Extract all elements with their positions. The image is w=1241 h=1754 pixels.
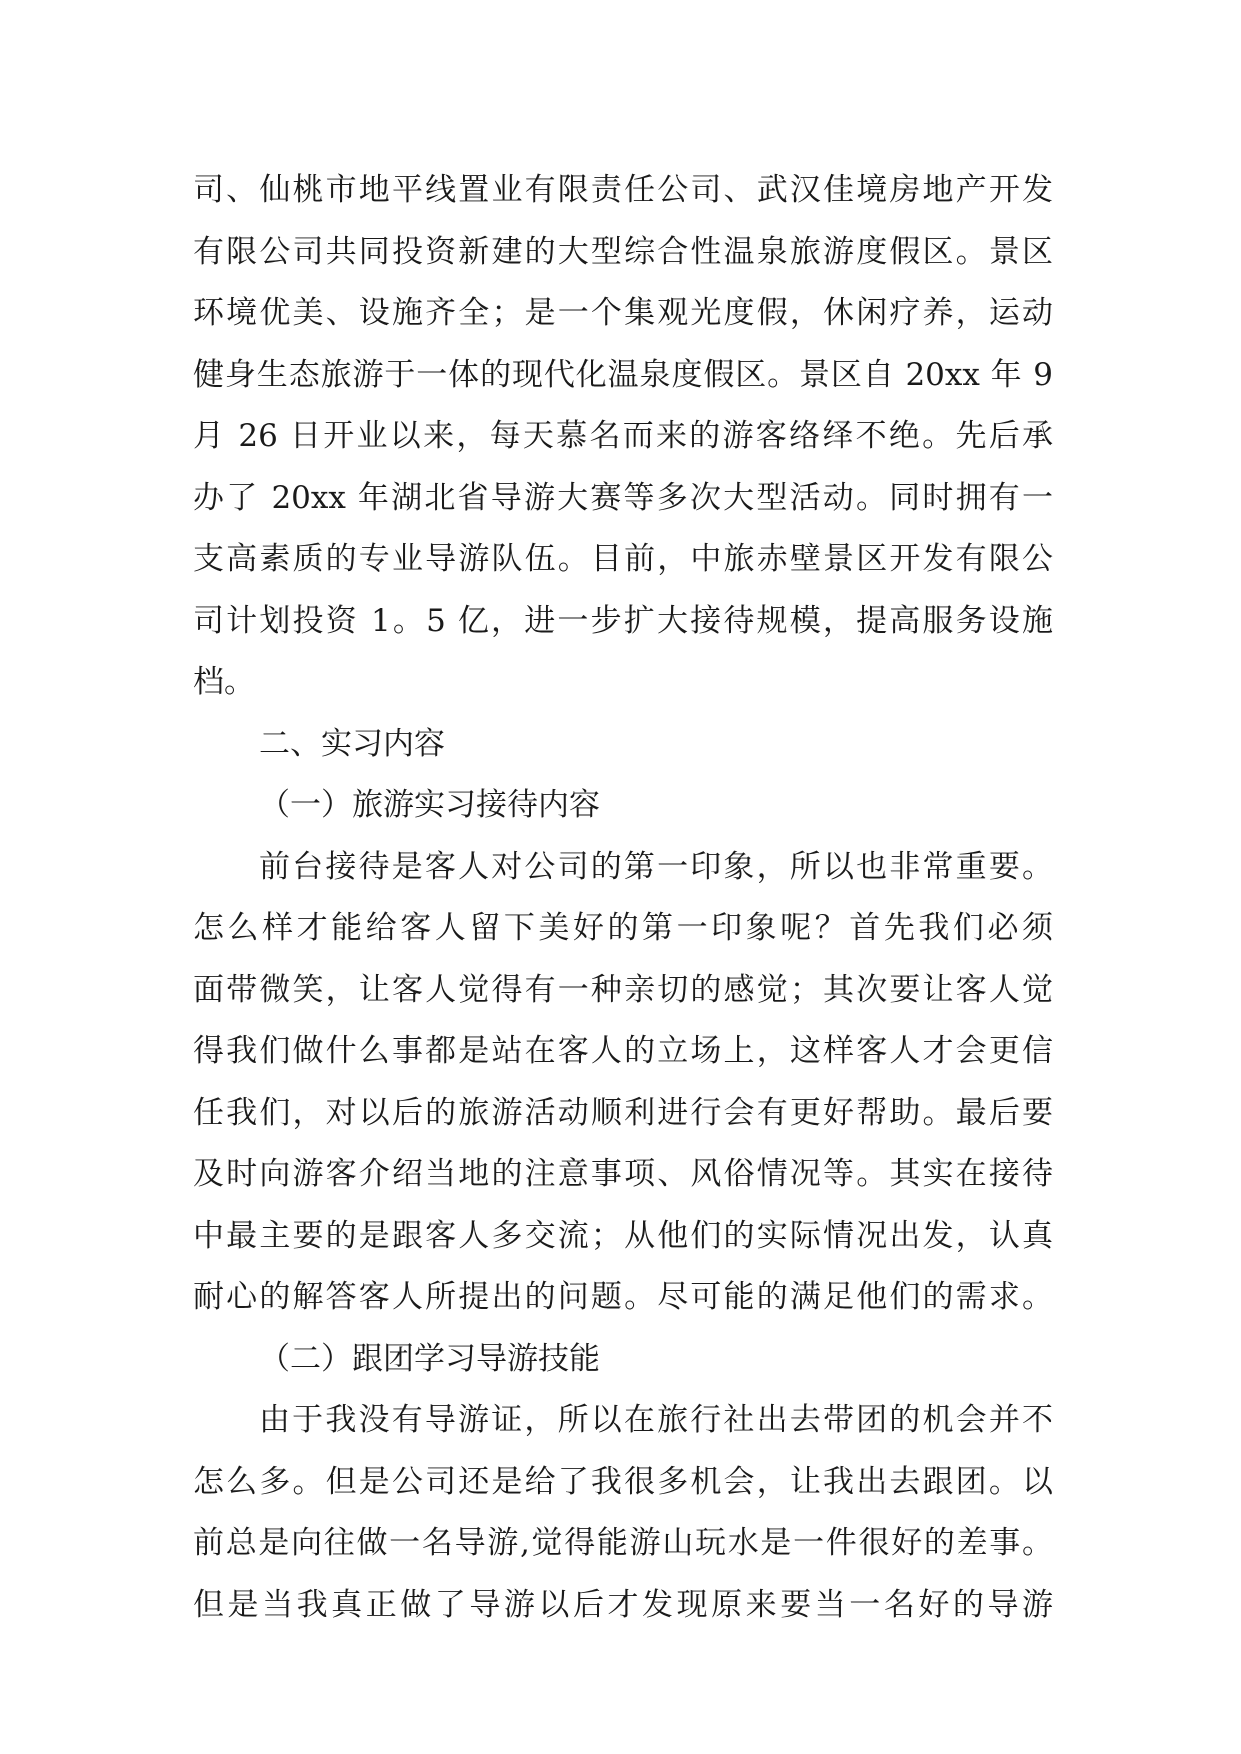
subsection-heading: （二）跟团学习导游技能 [259, 1340, 600, 1377]
text-line: 前总是向往做一名导游,觉得能游山玩水是一件很好的差事。 [193, 1525, 1053, 1561]
document-body [193, 160, 1053, 1636]
text-line: 得我们做什么事都是站在客人的立场上，这样客人才会更信 [193, 1033, 1053, 1069]
text-line: 中最主要的是跟客人多交流；从他们的实际情况出发，认真 [193, 1217, 1053, 1254]
paragraph-guide-skills [193, 1390, 1053, 1636]
text-line: 怎么样才能给客人留下美好的第一印象呢？首先我们必须 [193, 910, 1053, 946]
text-line: 司、仙桃市地平线置业有限责任公司、武汉佳境房地产开发 [193, 172, 1053, 208]
text-line: 任我们，对以后的旅游活动顺利进行会有更好帮助。最后要 [193, 1094, 1053, 1131]
text-line: 及时向游客介绍当地的注意事项、风俗情况等。其实在接待 [193, 1156, 1053, 1192]
text-line: 面带微笑，让客人觉得有一种亲切的感觉；其次要让客人觉 [193, 971, 1053, 1008]
text-line: 环境优美、设施齐全；是一个集观光度假，休闲疗养，运动 [193, 295, 1053, 331]
section-heading: 二、实习内容 [259, 725, 445, 762]
text-line: 前台接待是客人对公司的第一印象，所以也非常重要。 [259, 848, 1053, 885]
paragraph-intro [193, 160, 1053, 714]
text-line: 耐心的解答客人所提出的问题。尽可能的满足他们的需求。 [193, 1279, 1053, 1315]
text-line: 司计划投资 1。5 亿，进一步扩大接待规模，提高服务设施 [193, 602, 1053, 639]
text-line: 怎么多。但是公司还是给了我很多机会，让我出去跟团。以 [193, 1463, 1053, 1500]
text-line: 支高素质的专业导游队伍。目前，中旅赤壁景区开发有限公 [193, 541, 1053, 577]
text-line: 办了 20xx 年湖北省导游大赛等多次大型活动。同时拥有一 [193, 479, 1053, 516]
text-line: 月 26 日开业以来，每天慕名而来的游客络绎不绝。先后承 [193, 418, 1053, 454]
text-line: 由于我没有导游证，所以在旅行社出去带团的机会并不 [259, 1402, 1053, 1438]
text-line: 档。 [193, 664, 255, 700]
text-line: 但是当我真正做了导游以后才发现原来要当一名好的导游 [193, 1586, 1053, 1623]
text-line: 健身生态旅游于一体的现代化温泉度假区。景区自 20xx 年 9 [193, 356, 1053, 393]
subsection-heading: （一）旅游实习接待内容 [259, 787, 600, 823]
paragraph-reception [193, 837, 1053, 1329]
text-line: 有限公司共同投资新建的大型综合性温泉旅游度假区。景区 [193, 233, 1053, 270]
